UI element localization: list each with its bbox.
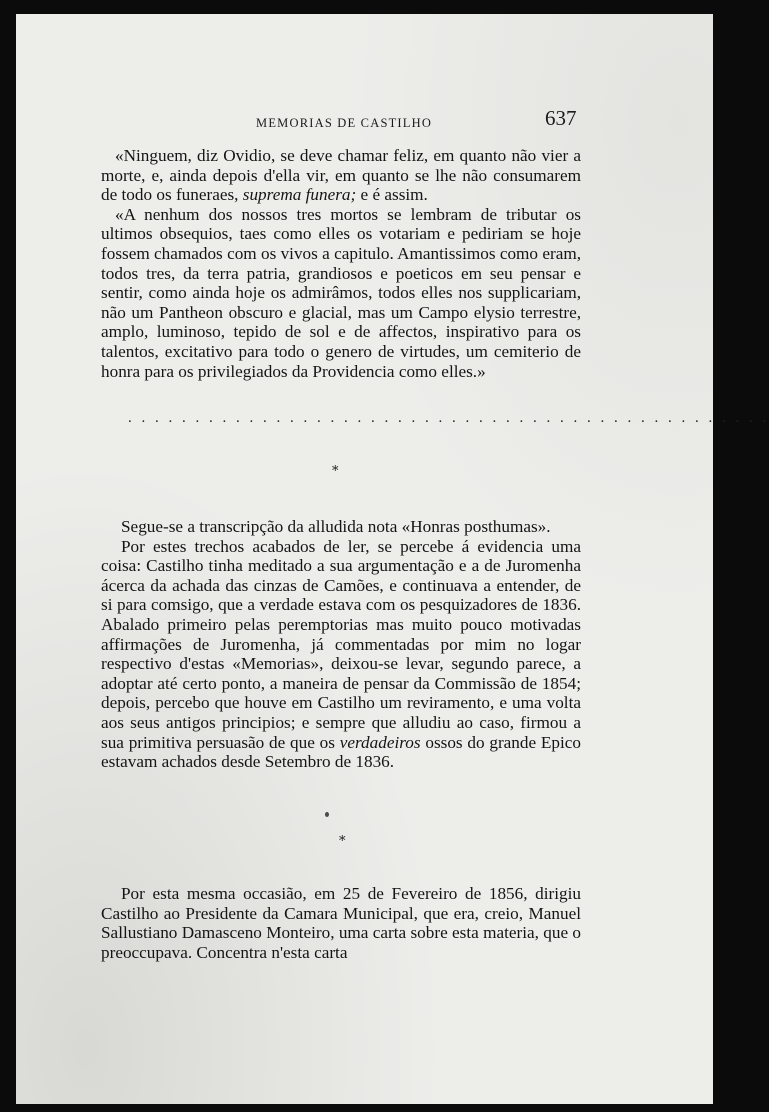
asterisk-separator-2: *: [339, 834, 346, 849]
running-head: MEMORIAS DE CASTILHO: [256, 116, 433, 130]
italic-word: verdadeiros: [339, 732, 421, 752]
quotation-block: [101, 146, 581, 381]
ink-speck: [325, 812, 329, 817]
body-paragraph-1: Segue-se a transcripção da alludida nota «Honras posthumas».: [121, 517, 551, 536]
body-text-block: [101, 517, 581, 772]
quote-paragraph-2: «A nenhum dos nossos tres mortos se lembram de tributar os ultimos obsequios, taes como elles os votariam e pediriam se hoje fossem chamados com os vivos a capitulo. Amantissimos como eram, todos tres, da terra patria, grandiosos e poeticos em seu pensar e sentir, como ainda hoje os admirâmos, todos elles nos supplicariam, não um Pantheon obscuro e glacial, mas um Campo elysio terrestre, amplo, luminoso, tepido de sol e de affectos, inspirativo para os talentos, excitativo para todo o genero de virtudes, um cemiterio de honra para os privilegiados da Providencia como elles.»: [101, 204, 581, 381]
dotted-separator: . . . . . . . . . . . . . . . . . . . . . . . . . . . . . . . . . . . . . . . . . . . . . . . .: [128, 410, 769, 426]
body-paragraph-2: Por estes trechos acabados de ler, se percebe á evidencia uma coisa: Castilho tinha meditado a sua argumentação e a de Juromenha ácerca da achada das cinzas de Camões, e continuava a entender, de si para comsigo, que a verdade estava com os pesquizadores de 1836. Abalado primeiro pelas peremptorias mas muito pouco motivadas affirmações de Juromenha, já commentadas por mim no logar respectivo d'estas «Memorias», deixou-se levar, segundo parece, a adoptar até certo ponto, a maneira de pensar da Commissão de 1854; depois, percebo que houve em Castilho um reviramento, e uma volta aos seus antigos principios; e sempre que alludiu ao caso, firmou a sua primitiva persuasão de que os verdadeiros ossos do grande Epico estavam achados desde Setembro de 1836.: [101, 536, 581, 772]
page-header: [16, 106, 713, 136]
quote-paragraph-1: «Ninguem, diz Ovidio, se deve chamar feliz, em quanto não vier a morte, e, ainda depois d'ella vir, em quanto se lhe não consumarem de todo os funeraes, suprema funera; e é assim.: [101, 146, 581, 205]
closing-paragraph: Por esta mesma occasião, em 25 de Fevereiro de 1856, dirigiu Castilho ao Presidente da Camara Municipal, que era, creio, Manuel Sallustiano Damasceno Monteiro, uma carta sobre esta materia, que o preoccupava. Concentra n'esta carta: [101, 884, 581, 962]
italic-phrase: suprema funera;: [242, 185, 357, 205]
book-page: [16, 14, 769, 1104]
closing-text-block: [101, 884, 581, 962]
asterisk-separator: *: [332, 464, 339, 479]
page-number: 637: [545, 106, 577, 130]
